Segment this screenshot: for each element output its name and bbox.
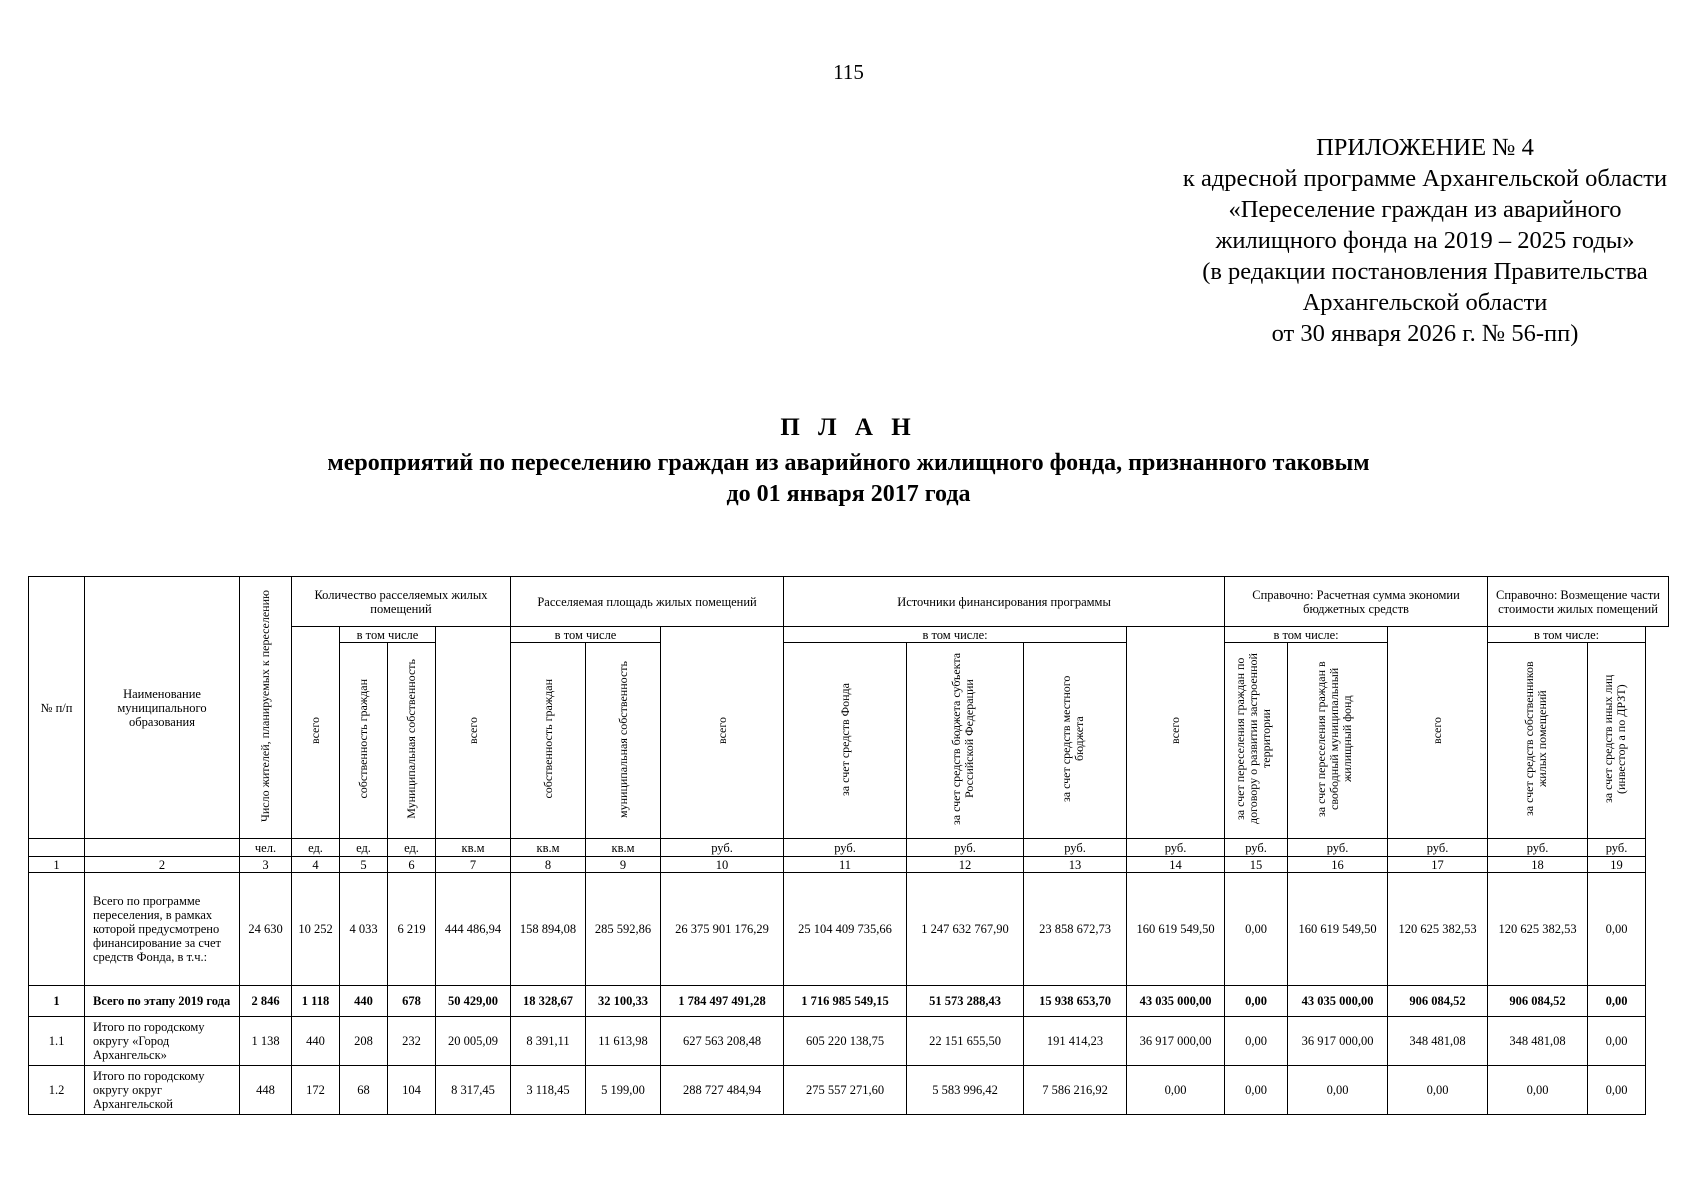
header-name: Наименование муниципального образования	[85, 577, 240, 839]
unit-cell: руб.	[1225, 839, 1288, 857]
page-number: 115	[833, 60, 864, 84]
column-number: 10	[661, 857, 784, 873]
column-number: 19	[1588, 857, 1646, 873]
unit-cell: чел.	[240, 839, 292, 857]
column-number: 13	[1024, 857, 1127, 873]
column-number: 3	[240, 857, 292, 873]
table-cell: 348 481,08	[1488, 1017, 1588, 1066]
table-cell: 448	[240, 1066, 292, 1115]
header-economy-group: Справочно: Расчетная сумма экономии бюджетных средств	[1225, 577, 1488, 627]
header-residents: Число жителей, планируемых к переселению	[240, 577, 292, 839]
table-cell: 172	[292, 1066, 340, 1115]
table-cell: 0,00	[1225, 873, 1288, 986]
unit-cell: руб.	[1127, 839, 1225, 857]
column-number: 6	[388, 857, 436, 873]
column-number: 9	[586, 857, 661, 873]
appendix-line: Архангельской области	[1302, 289, 1548, 316]
unit-cell: руб.	[907, 839, 1024, 857]
header-rooms-citizen: собственность граждан	[340, 643, 388, 839]
table-cell: 5 583 996,42	[907, 1066, 1024, 1115]
header-rooms-total: всего	[292, 627, 340, 839]
column-number: 14	[1127, 857, 1225, 873]
appendix-line: «Переселение граждан из аварийного	[1228, 196, 1622, 223]
column-number: 15	[1225, 857, 1288, 873]
unit-cell: ед.	[340, 839, 388, 857]
header-fin-local: за счет средств местного бюджета	[1024, 643, 1127, 839]
table-cell: 0,00	[1225, 1017, 1288, 1066]
header-area-total: всего	[436, 627, 511, 839]
appendix-line: (в редакции постановления Правительства	[1202, 258, 1648, 285]
table-cell: 50 429,00	[436, 986, 511, 1017]
appendix-line: жилищного фонда на 2019 – 2025 годы»	[1215, 227, 1635, 254]
table-cell: 160 619 549,50	[1288, 873, 1388, 986]
header-area-citizen: собственность граждан	[511, 643, 586, 839]
table-cell: 1 784 497 491,28	[661, 986, 784, 1017]
table-row-program-total	[29, 873, 1669, 986]
table-cell: 7 586 216,92	[1024, 1066, 1127, 1115]
table-cell: 0,00	[1225, 986, 1288, 1017]
table-cell: 627 563 208,48	[661, 1017, 784, 1066]
table-cell: 208	[340, 1017, 388, 1066]
header-fin-regional: за счет средств бюджета субъекта Российской Федерации	[907, 643, 1024, 839]
header-comp-other: за счет средств иных лиц (инвестор а по ДРЗТ)	[1588, 643, 1646, 839]
unit-cell: руб.	[661, 839, 784, 857]
table-cell: 3 118,45	[511, 1066, 586, 1115]
header-num: № п/п	[29, 577, 85, 839]
table-cell: 10 252	[292, 873, 340, 986]
table-cell: 285 592,86	[586, 873, 661, 986]
table-cell: 1 247 632 767,90	[907, 873, 1024, 986]
row-num: 1.2	[29, 1066, 85, 1115]
plan-title: П Л А Н	[780, 414, 917, 441]
column-number: 17	[1388, 857, 1488, 873]
row-num: 1	[29, 986, 85, 1017]
unit-cell: руб.	[1588, 839, 1646, 857]
row-name: Всего по программе переселения, в рамках которой предусмотрено финансирование за счет средств Фонда, в т.ч.:	[85, 873, 240, 986]
header-rooms-including: в том числе	[340, 627, 436, 643]
column-number: 2	[85, 857, 240, 873]
header-comp-total: всего	[1388, 627, 1488, 839]
header-area-group: Расселяемая площадь жилых помещений	[511, 577, 784, 627]
appendix-header	[1070, 132, 1697, 349]
table-cell: 288 727 484,94	[661, 1066, 784, 1115]
table-cell: 0,00	[1588, 986, 1646, 1017]
appendix-line: от 30 января 2026 г. № 56-пп)	[1271, 320, 1579, 347]
unit-cell: кв.м	[511, 839, 586, 857]
table-cell: 4 033	[340, 873, 388, 986]
table-cell: 120 625 382,53	[1388, 873, 1488, 986]
table-cell: 32 100,33	[586, 986, 661, 1017]
table-cell: 906 084,52	[1388, 986, 1488, 1017]
column-number: 8	[511, 857, 586, 873]
header-econ-total: всего	[1127, 627, 1225, 839]
row-num	[29, 873, 85, 986]
table-cell: 120 625 382,53	[1488, 873, 1588, 986]
table-row-stage-2019	[29, 986, 1669, 1017]
column-number: 12	[907, 857, 1024, 873]
column-number: 18	[1488, 857, 1588, 873]
header-area-municipal: муниципальная собственность	[586, 643, 661, 839]
table-cell: 43 035 000,00	[1288, 986, 1388, 1017]
column-number: 16	[1288, 857, 1388, 873]
table-cell: 0,00	[1488, 1066, 1588, 1115]
table-cell: 1 118	[292, 986, 340, 1017]
table-cell: 2 846	[240, 986, 292, 1017]
table-cell: 36 917 000,00	[1127, 1017, 1225, 1066]
table-cell: 0,00	[1127, 1066, 1225, 1115]
header-area-including: в том числе	[511, 627, 661, 643]
plan-subtitle-line2: до 01 января 2017 года	[726, 481, 971, 507]
plan-subtitle-line1: мероприятий по переселению граждан из аварийного жилищного фонда, признанного таковым	[327, 450, 1370, 476]
column-number: 4	[292, 857, 340, 873]
column-number: 7	[436, 857, 511, 873]
table-cell: 605 220 138,75	[784, 1017, 907, 1066]
table-cell: 68	[340, 1066, 388, 1115]
header-rooms-municipal: Муниципальная собственность	[388, 643, 436, 839]
appendix-line: ПРИЛОЖЕНИЕ № 4	[1316, 134, 1534, 161]
unit-cell: кв.м	[436, 839, 511, 857]
unit-cell: руб.	[1288, 839, 1388, 857]
table-cell: 1 716 985 549,15	[784, 986, 907, 1017]
unit-cell: кв.м	[586, 839, 661, 857]
row-name: Итого по городскому округу округ Архангельской	[85, 1066, 240, 1115]
header-rooms-group: Количество расселяемых жилых помещений	[292, 577, 511, 627]
table-cell: 23 858 672,73	[1024, 873, 1127, 986]
header-econ-including: в том числе:	[1225, 627, 1388, 643]
table-row-municipality	[29, 1066, 1669, 1115]
header-comp-owners: за счет средств собственников жилых помещений	[1488, 643, 1588, 839]
table-cell: 15 938 653,70	[1024, 986, 1127, 1017]
header-fin-total: всего	[661, 627, 784, 839]
unit-cell: ед.	[388, 839, 436, 857]
unit-cell: ед.	[292, 839, 340, 857]
table-cell: 43 035 000,00	[1127, 986, 1225, 1017]
table-cell: 275 557 271,60	[784, 1066, 907, 1115]
table-cell: 11 613,98	[586, 1017, 661, 1066]
table-cell: 1 138	[240, 1017, 292, 1066]
table-cell: 8 391,11	[511, 1017, 586, 1066]
header-compensation-group: Справочно: Возмещение части стоимости жилых помещений	[1488, 577, 1669, 627]
table-cell: 906 084,52	[1488, 986, 1588, 1017]
header-financing-group: Источники финансирования программы	[784, 577, 1225, 627]
units-blank	[85, 839, 240, 857]
table-cell: 0,00	[1225, 1066, 1288, 1115]
table-cell: 678	[388, 986, 436, 1017]
table-cell: 0,00	[1588, 1017, 1646, 1066]
table-cell: 22 151 655,50	[907, 1017, 1024, 1066]
table-cell: 8 317,45	[436, 1066, 511, 1115]
row-num: 1.1	[29, 1017, 85, 1066]
table-cell: 5 199,00	[586, 1066, 661, 1115]
unit-cell: руб.	[1488, 839, 1588, 857]
table-cell: 6 219	[388, 873, 436, 986]
column-number: 5	[340, 857, 388, 873]
table-cell: 0,00	[1388, 1066, 1488, 1115]
table-cell: 232	[388, 1017, 436, 1066]
row-name: Всего по этапу 2019 года	[85, 986, 240, 1017]
table-cell: 36 917 000,00	[1288, 1017, 1388, 1066]
plan-table	[28, 576, 1669, 1115]
table-cell: 440	[340, 986, 388, 1017]
table-cell: 444 486,94	[436, 873, 511, 986]
header-fin-fund: за счет средств Фонда	[784, 643, 907, 839]
unit-cell: руб.	[1388, 839, 1488, 857]
column-number: 1	[29, 857, 85, 873]
table-cell: 24 630	[240, 873, 292, 986]
table-cell: 104	[388, 1066, 436, 1115]
units-blank	[29, 839, 85, 857]
table-cell: 20 005,09	[436, 1017, 511, 1066]
unit-cell: руб.	[1024, 839, 1127, 857]
table-cell: 440	[292, 1017, 340, 1066]
table-cell: 0,00	[1288, 1066, 1388, 1115]
table-cell: 0,00	[1588, 1066, 1646, 1115]
table-row-municipality	[29, 1017, 1669, 1066]
table-cell: 51 573 288,43	[907, 986, 1024, 1017]
header-econ-free: за счет переселения граждан в свободный муниципальный жилищный фонд	[1288, 643, 1388, 839]
header-econ-contract: за счет переселения граждан по договору о развитии застроенной территории	[1225, 643, 1288, 839]
header-fin-including: в том числе:	[784, 627, 1127, 643]
plan-subtitle	[0, 448, 1697, 510]
table-cell: 348 481,08	[1388, 1017, 1488, 1066]
column-number: 11	[784, 857, 907, 873]
table-cell: 191 414,23	[1024, 1017, 1127, 1066]
row-name: Итого по городскому округу «Город Архангельск»	[85, 1017, 240, 1066]
unit-cell: руб.	[784, 839, 907, 857]
table-cell: 158 894,08	[511, 873, 586, 986]
header-comp-including: в том числе:	[1488, 627, 1646, 643]
table-cell: 25 104 409 735,66	[784, 873, 907, 986]
appendix-line: к адресной программе Архангельской области	[1182, 165, 1668, 192]
table-cell: 18 328,67	[511, 986, 586, 1017]
table-cell: 26 375 901 176,29	[661, 873, 784, 986]
table-cell: 160 619 549,50	[1127, 873, 1225, 986]
table-cell: 0,00	[1588, 873, 1646, 986]
